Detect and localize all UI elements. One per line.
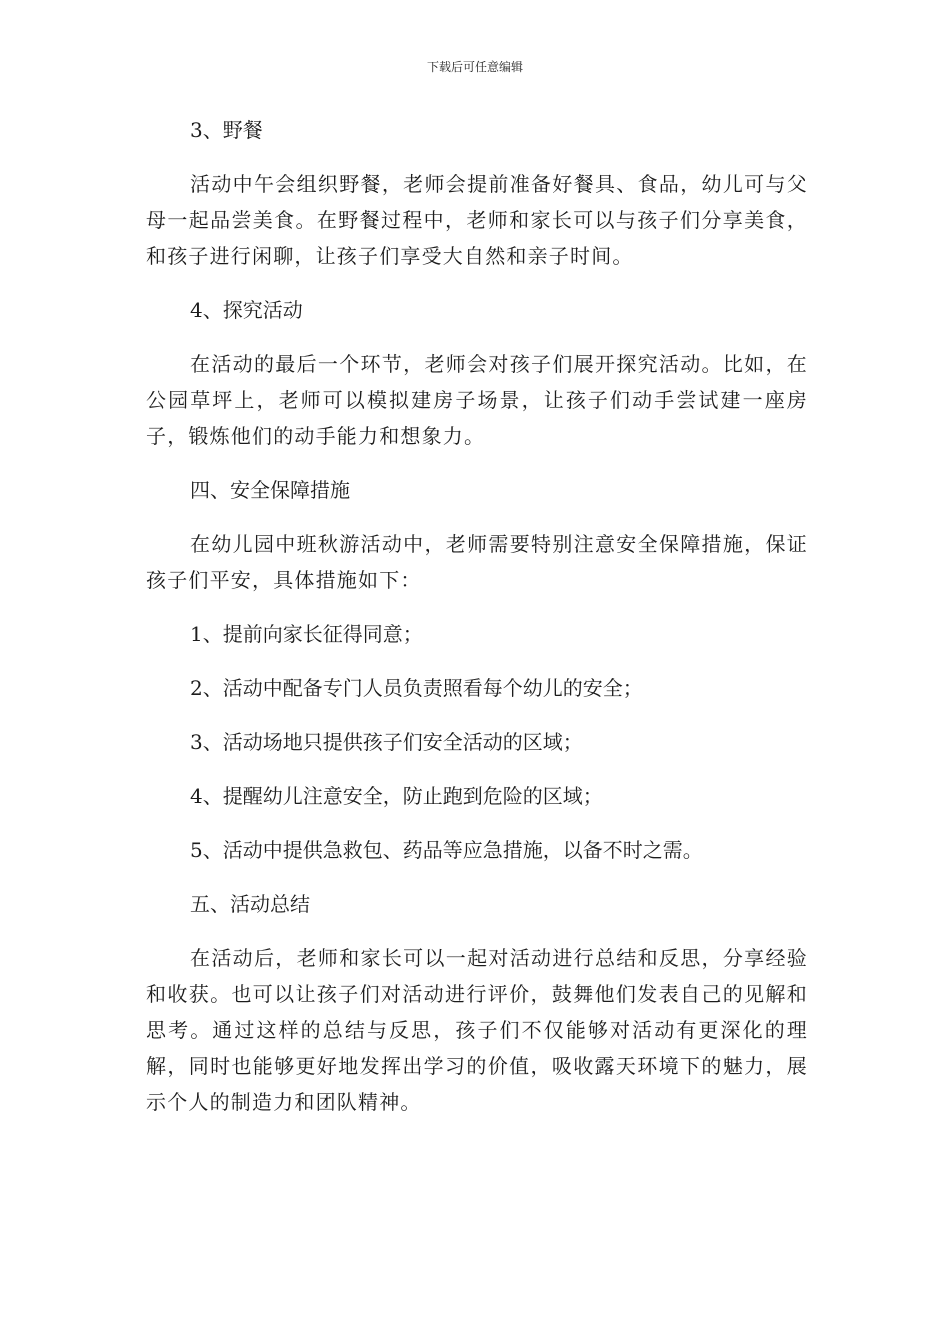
list-item: 2、活动中配备专门人员负责照看每个幼儿的安全； (190, 676, 643, 700)
paragraph-explore: 在活动的最后一个环节，老师会对孩子们展开探究活动。比如，在公园草坪上，老师可以模拟建房子场景，让孩子们动手尝试建一座房子，锻炼他们的动手能力和想象力。 (146, 352, 808, 448)
heading-summary: 五、活动总结 (190, 892, 310, 916)
heading-safety: 四、安全保障措施 (190, 478, 350, 502)
list-item: 4、提醒幼儿注意安全，防止跑到危险的区域； (190, 784, 603, 808)
heading-explore: 4、探究活动 (190, 298, 303, 322)
list-item: 3、活动场地只提供孩子们安全活动的区域； (190, 730, 583, 754)
header-note: 下载后可任意编辑 (426, 60, 523, 74)
list-item: 1、提前向家长征得同意； (190, 622, 423, 646)
list-item: 5、活动中提供急救包、药品等应急措施，以备不时之需。 (190, 838, 703, 862)
heading-picnic: 3、野餐 (190, 118, 263, 142)
paragraph-safety: 在幼儿园中班秋游活动中，老师需要特别注意安全保障措施，保证孩子们平安，具体措施如下： (146, 532, 808, 592)
paragraph-summary: 在活动后，老师和家长可以一起对活动进行总结和反思，分享经验和收获。也可以让孩子们对活动进行评价，鼓舞他们发表自己的见解和思考。通过这样的总结与反思，孩子们不仅能够对活动有更深化的理解，同时也能够更好地发挥出学习的价值，吸收露天环境下的魅力，展示个人的制造力和团队精神。 (146, 946, 808, 1114)
paragraph-picnic: 活动中午会组织野餐，老师会提前准备好餐具、食品，幼儿可与父母一起品尝美食。在野餐过程中，老师和家长可以与孩子们分享美食，和孩子进行闲聊，让孩子们享受大自然和亲子时间。 (146, 172, 808, 268)
document-body (146, 112, 808, 1120)
